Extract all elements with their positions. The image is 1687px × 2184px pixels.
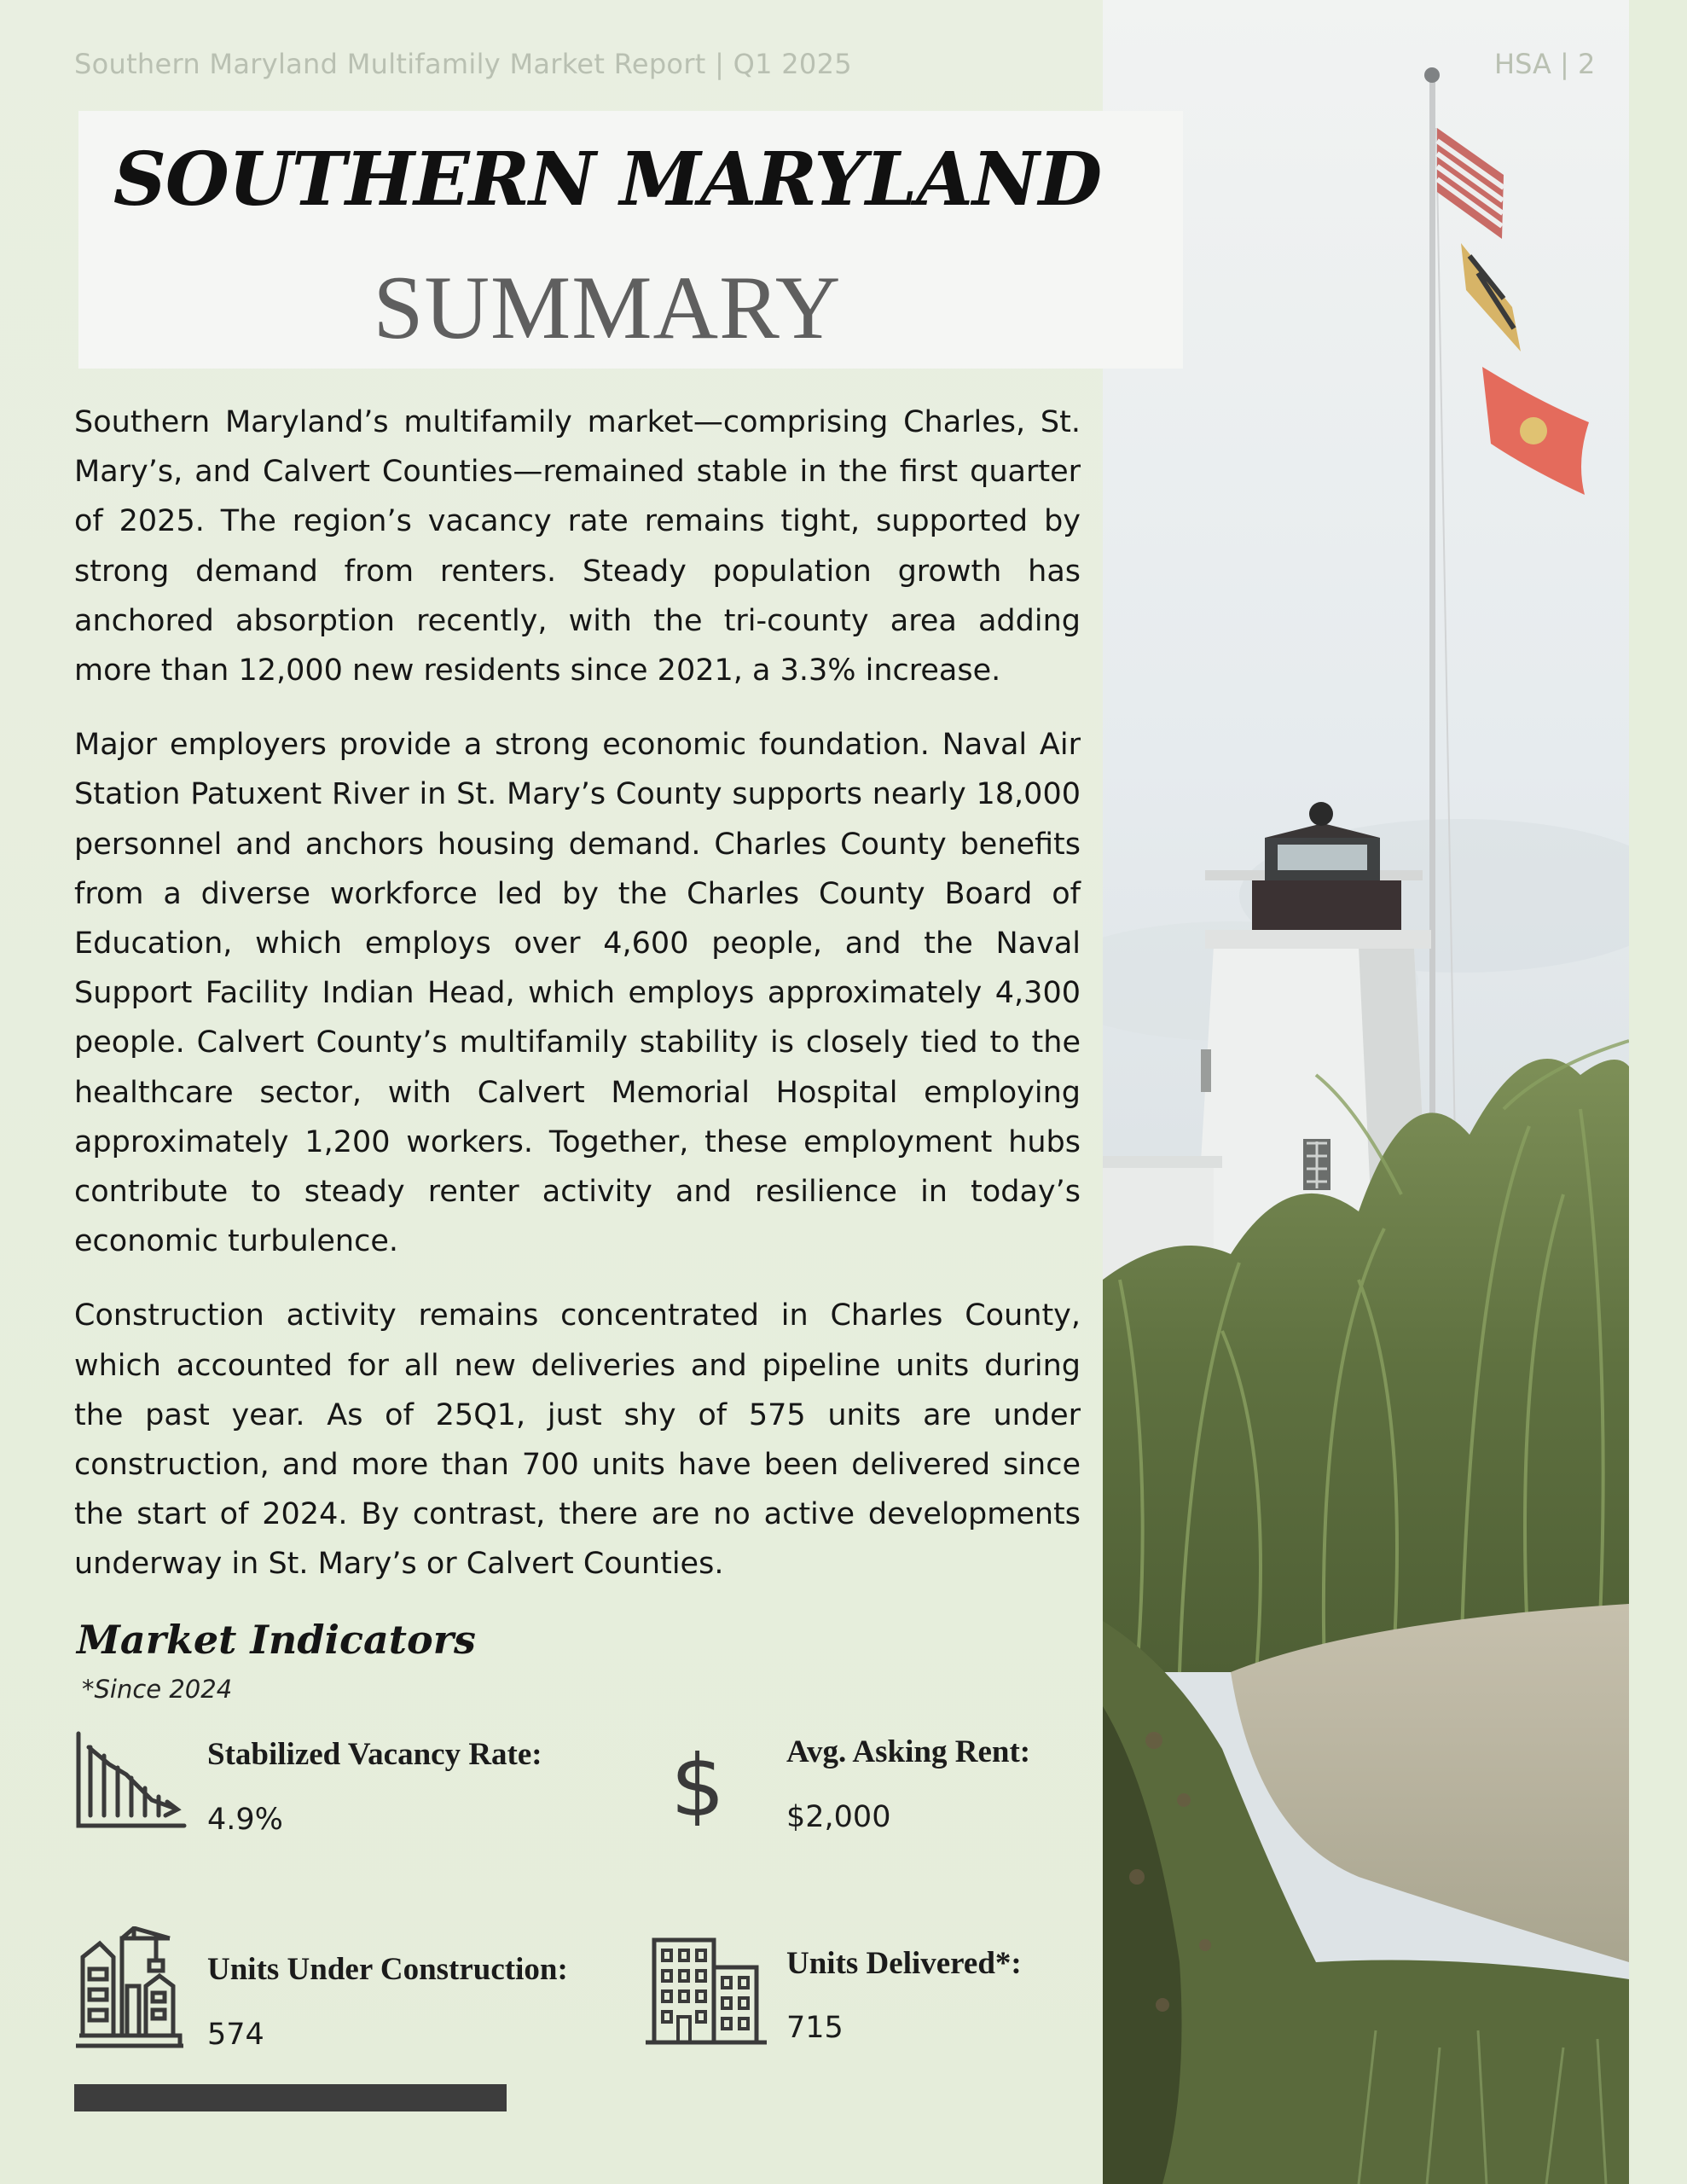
indicator-value-rent: $2,000 bbox=[786, 1800, 891, 1834]
indicator-label-under-construction: Units Under Construction: bbox=[207, 1952, 568, 1987]
market-indicators-heading: Market Indicators bbox=[77, 1617, 476, 1663]
indicator-label-rent: Avg. Asking Rent: bbox=[786, 1734, 1031, 1769]
indicator-value-vacancy: 4.9% bbox=[207, 1803, 283, 1837]
page-number-label: HSA | 2 bbox=[1494, 48, 1596, 80]
summary-paragraph: Southern Maryland’s multifamily market—comprising Charles, St. Mary’s, and Calvert Counties—remained stable in the first quarter of 2025. The region’s vacancy rate remains tight, supported by strong demand from renters. Steady population growth has anchored absorption recently, with the tri-county area adding more than 12,000 new residents since 2021, a 3.3% increase. bbox=[74, 405, 1081, 688]
page-title: SOUTHERN MARYLAND bbox=[113, 136, 1102, 223]
indicator-label-delivered: Units Delivered*: bbox=[786, 1946, 1022, 1981]
apartment-building-icon bbox=[644, 1937, 768, 2050]
dollar-sign-icon bbox=[668, 1740, 728, 1830]
market-indicators-note: *Since 2024 bbox=[82, 1675, 233, 1704]
svg-text:$: $ bbox=[670, 1740, 725, 1826]
title-box bbox=[78, 111, 1183, 369]
indicator-value-under-construction: 574 bbox=[207, 2018, 264, 2052]
page-subtitle: SUMMARY bbox=[373, 258, 842, 357]
declining-bar-chart-icon bbox=[75, 1730, 188, 1835]
indicator-value-delivered: 715 bbox=[786, 2011, 844, 2045]
summary-body bbox=[74, 398, 1081, 1614]
accent-bar bbox=[74, 2084, 507, 2111]
report-header-title: Southern Maryland Multifamily Market Report | Q1 2025 bbox=[74, 48, 852, 80]
summary-paragraph: Construction activity remains concentrated in Charles County, which accounted for all new deliveries and pipeline units during the past year. As of 25Q1, just shy of 575 units are under construction, and more than 700 units have been delivered since the start of 2024. By contrast, there are no active developments underway in St. Mary’s or Calvert Counties. bbox=[74, 1298, 1081, 1582]
indicator-label-vacancy: Stabilized Vacancy Rate: bbox=[207, 1737, 542, 1772]
building-crane-icon bbox=[74, 1926, 187, 2053]
right-margin-strip bbox=[1629, 0, 1687, 2184]
summary-paragraph: Major employers provide a strong economic foundation. Naval Air Station Patuxent River in St. Mary’s County supports nearly 18,000 personnel and anchors housing demand. Charles County benefits from a diverse workforce led by the Charles County Board of Education, which employs over 4,600 people, and the Naval Support Facility Indian Head, which employs approximately 4,300 people. Calvert County’s multifamily stability is closely tied to the healthcare sector, with Calvert Memorial Hospital employing approximately 1,200 workers. Together, these employment hubs contribute to steady renter activity and resilience in today’s economic turbulence. bbox=[74, 728, 1081, 1259]
